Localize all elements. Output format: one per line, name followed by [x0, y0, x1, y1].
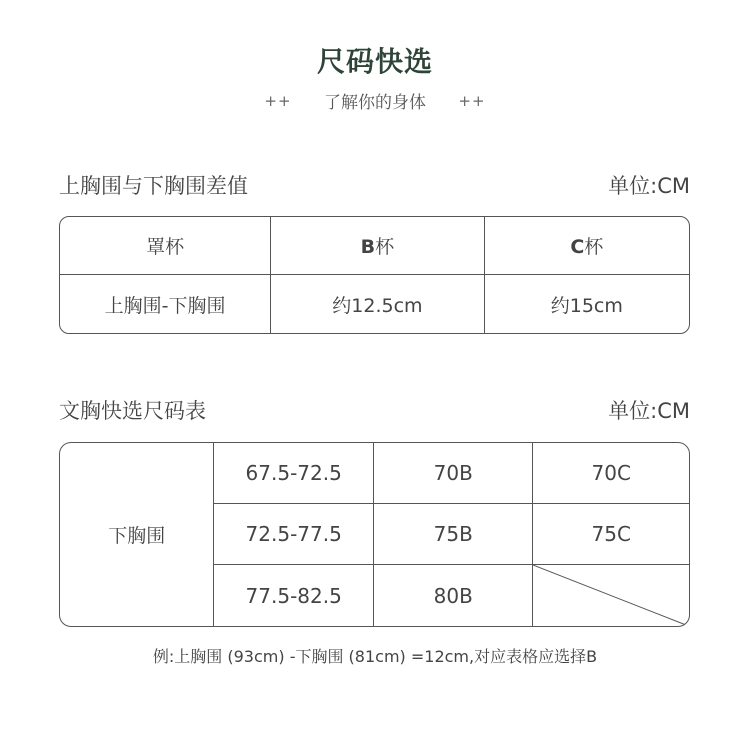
size-c: 70C — [533, 443, 689, 504]
empty-diagonal-cell — [533, 565, 689, 626]
unit-label: 单位:CM — [608, 399, 690, 423]
cup-difference-table — [59, 216, 690, 334]
size-b: 80B — [374, 565, 533, 626]
table-row — [60, 443, 689, 504]
size-b: 75B — [374, 504, 533, 565]
size-b: 70B — [374, 443, 533, 504]
header-cell-c-cup — [484, 217, 689, 275]
section-header-size-chart — [59, 395, 690, 425]
underbust-range: 77.5-82.5 — [214, 565, 374, 626]
page-subtitle: 了解你的身体 — [324, 93, 426, 113]
size-c: 75C — [533, 504, 689, 565]
header-cell-b-cup — [270, 217, 483, 275]
subtitle-row — [0, 88, 750, 113]
cup-letter: B — [360, 236, 376, 258]
c-cup-value: 约15cm — [484, 275, 689, 333]
diagonal-line — [533, 565, 689, 626]
section-title: 文胸快选尺码表 — [59, 399, 206, 423]
page-title: 尺码快选 — [316, 45, 433, 78]
table-row — [60, 275, 689, 333]
header-cell-cup: 罩杯 — [60, 217, 270, 275]
section-header-cup-difference — [59, 170, 690, 200]
decor-left: ++ — [264, 91, 292, 110]
cup-letter: C — [570, 236, 585, 258]
section-title: 上胸围与下胸围差值 — [59, 174, 248, 198]
cup-suffix: 杯 — [375, 236, 395, 258]
cup-suffix: 杯 — [584, 236, 604, 258]
decor-right: ++ — [458, 91, 486, 110]
table-header-row — [60, 217, 689, 275]
b-cup-value: 约12.5cm — [270, 275, 483, 333]
example-footnote: 例:上胸围 (93cm) -下胸围 (81cm) =12cm,对应表格应选择B — [152, 647, 598, 666]
underbust-range: 67.5-72.5 — [214, 443, 374, 504]
unit-label: 单位:CM — [608, 174, 690, 198]
row-label: 上胸围-下胸围 — [104, 294, 226, 317]
size-chart-table — [59, 442, 690, 627]
row-label-underbust: 下胸围 — [60, 443, 214, 626]
underbust-range: 72.5-77.5 — [214, 504, 374, 565]
